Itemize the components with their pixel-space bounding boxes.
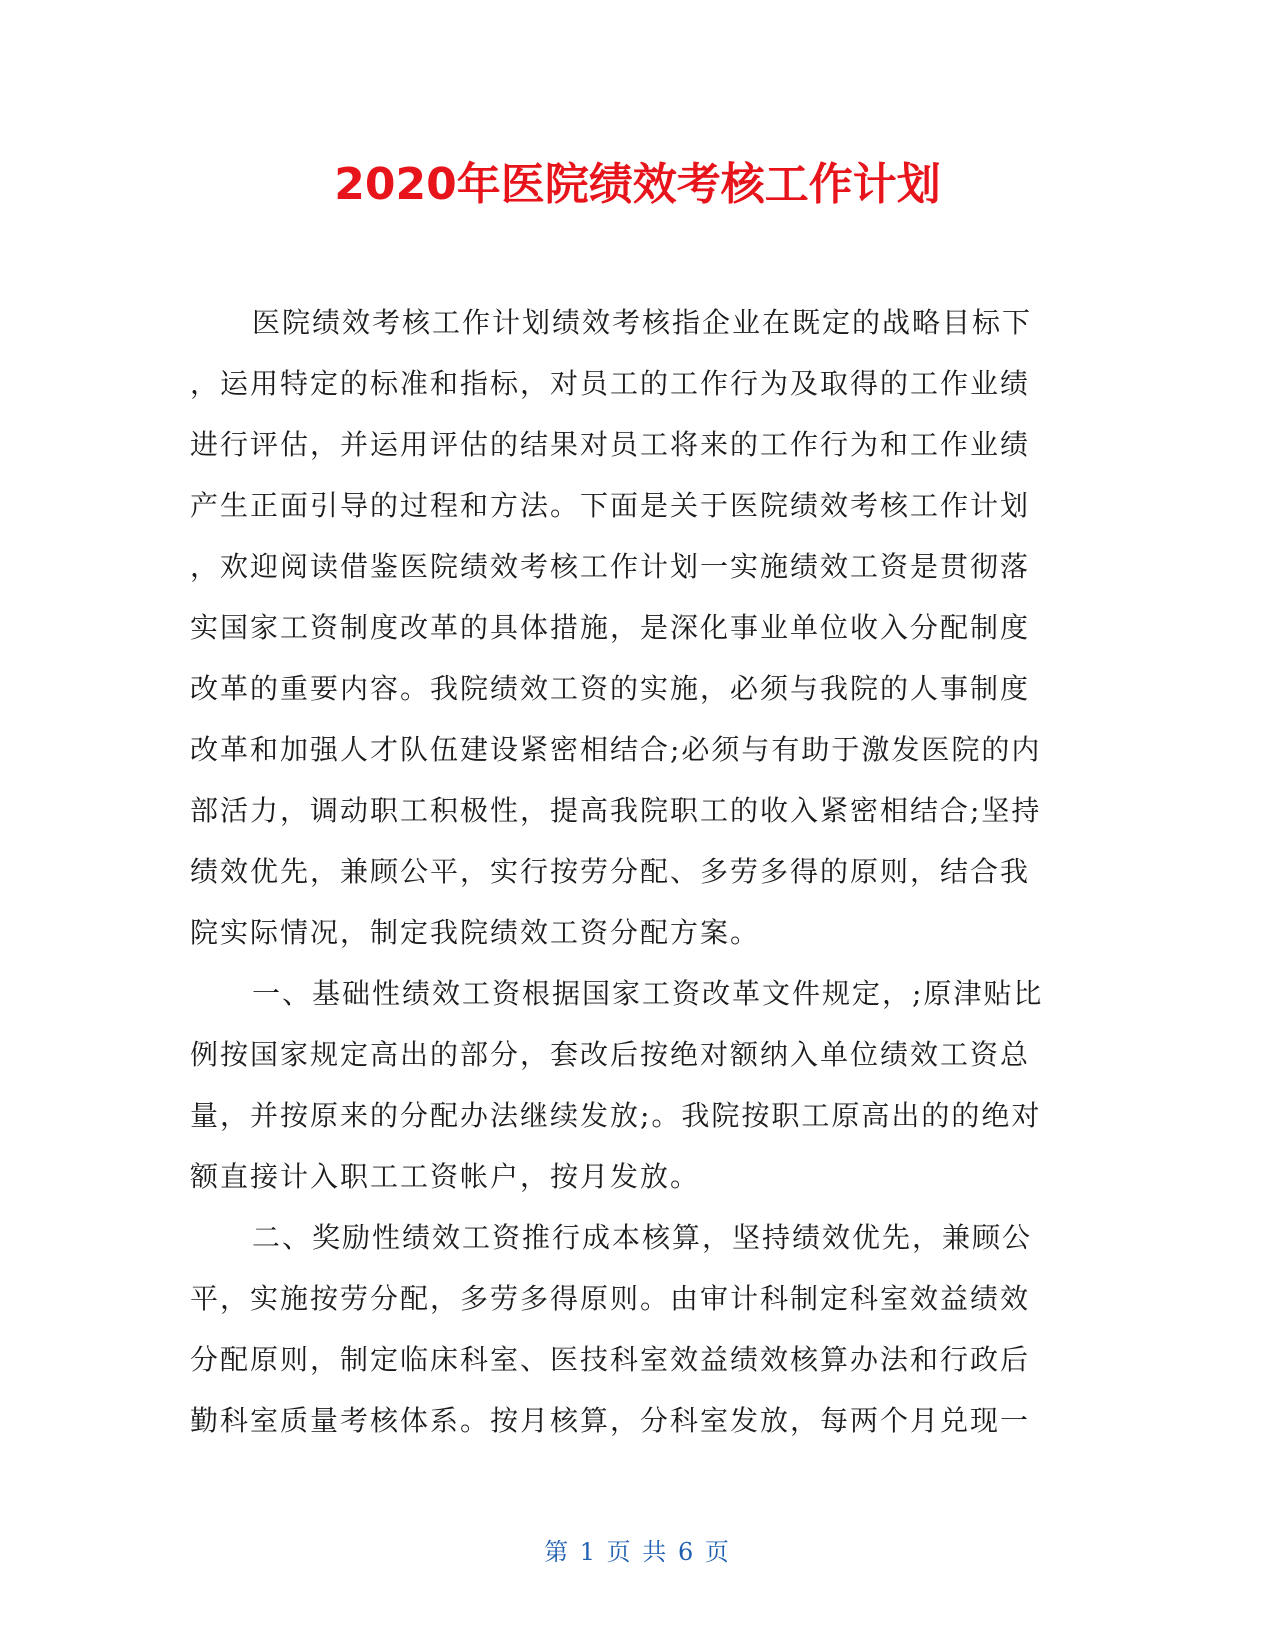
text-line: 平，实施按劳分配，多劳多得原则。由审计科制定科室效益绩效 (190, 1282, 1031, 1315)
text-line: 改革和加强人才队伍建设紧密相结合;必须与有助于激发医院的内 (190, 733, 1042, 766)
document-title: 2020年医院绩效考核工作计划 (334, 159, 941, 210)
document-body (190, 292, 1082, 1451)
paragraph-2 (190, 963, 1082, 1207)
text-line: 量，并按原来的分配办法继续发放;。我院按职工原高出的的绝对 (190, 1099, 1042, 1132)
text-line: 产生正面引导的过程和方法。下面是关于医院绩效考核工作计划 (190, 489, 1031, 522)
text-line: 二、奖励性绩效工资推行成本核算，坚持绩效优先，兼顾公 (252, 1221, 1033, 1254)
text-line: 绩效优先，兼顾公平，实行按劳分配、多劳多得的原则，结合我 (190, 855, 1031, 888)
text-line: 医院绩效考核工作计划绩效考核指企业在既定的战略目标下 (252, 306, 1033, 339)
paragraph-3 (190, 1207, 1082, 1451)
text-line: 勤科室质量考核体系。按月核算，分科室发放，每两个月兑现一 (190, 1404, 1031, 1437)
text-line: ，欢迎阅读借鉴医院绩效考核工作计划一实施绩效工资是贯彻落 (190, 550, 1031, 583)
text-line: 例按国家规定高出的部分，套改后按绝对额纳入单位绩效工资总 (190, 1038, 1031, 1071)
text-line: 部活力，调动职工积极性，提高我院职工的收入紧密相结合;坚持 (190, 794, 1042, 827)
text-line: 改革的重要内容。我院绩效工资的实施，必须与我院的人事制度 (190, 672, 1031, 705)
text-line: 实国家工资制度改革的具体措施，是深化事业单位收入分配制度 (190, 611, 1031, 644)
text-line: 分配原则，制定临床科室、医技科室效益绩效核算办法和行政后 (190, 1343, 1031, 1376)
text-line: 院实际情况，制定我院绩效工资分配方案。 (190, 916, 761, 949)
page-footer: 第 1 页 共 6 页 (544, 1538, 731, 1566)
text-line: 额直接计入职工工资帐户，按月发放。 (190, 1160, 701, 1193)
text-line: ，运用特定的标准和指标，对员工的工作行为及取得的工作业绩 (190, 367, 1031, 400)
text-line: 进行评估，并运用评估的结果对员工将来的工作行为和工作业绩 (190, 428, 1031, 461)
paragraph-1 (190, 292, 1082, 963)
text-line: 一、基础性绩效工资根据国家工资改革文件规定，;原津贴比 (252, 977, 1044, 1010)
